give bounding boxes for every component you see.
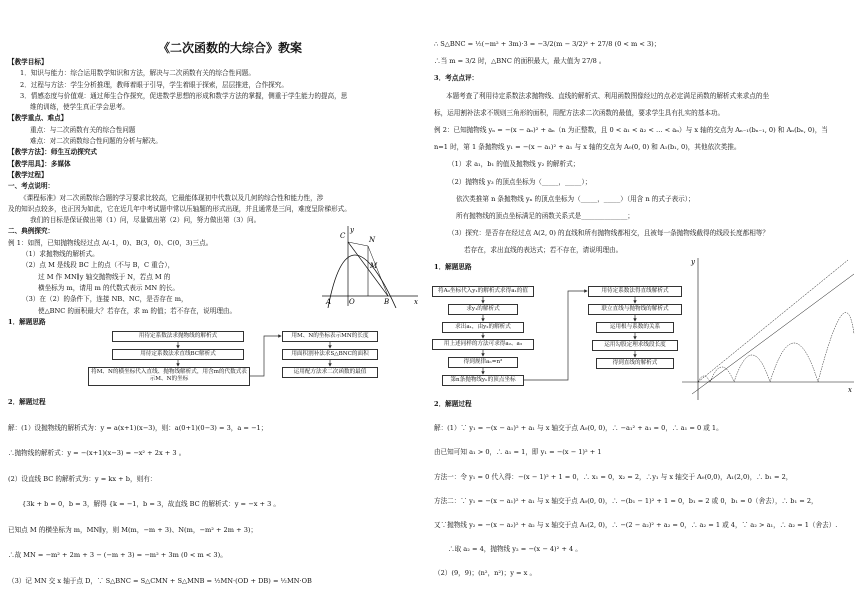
text-line: 1．知识与能力：综合运用数学知识和方法，解决与二次函数有关的综合性问题。	[20, 69, 255, 78]
label-n: N	[369, 236, 376, 244]
text-line: 【教学过程】	[8, 170, 48, 179]
flow-arrows-2	[430, 0, 690, 400]
text-line: （1）求抛物线的解析式。	[22, 250, 99, 259]
label-b: B	[384, 298, 390, 306]
text-line: 例 2：已知抛物线 yₙ = −(x − aₙ)² + aₙ（n 为正整数，且 0 < a₁ < a₂ < … < aₙ）与 x 轴的交点为 Aₙ₋₁(bₙ₋₁, 0) 和 Aₙ(bₙ, 0)，当	[434, 125, 828, 134]
flow-d4: 运用勾股定理求线段长度	[592, 340, 678, 351]
label-c: C	[340, 232, 346, 240]
label-m: M	[370, 262, 378, 270]
label-o: O	[349, 298, 355, 306]
label-x-2: x	[848, 386, 852, 394]
text-line: 【教学用具】：多媒体	[8, 159, 71, 168]
text-line: 3．考点点评：	[434, 74, 479, 83]
text-line: 又∵抛物线 y₂ = −(x − a₂)² + a₂ 与 x 轴交于点 A₁(2, 0)，∴ −(2 − a₂)² + a₂ = 0，∴ a₂ = 1 或 4，∵ a₂ > a₁，∴ a₂ = 1（舍去）.	[434, 520, 838, 529]
text-line: 【教学重点、难点】	[8, 114, 68, 123]
flow-c5: 得到规律aₙ=n²	[448, 357, 518, 368]
text-line: （2）(9，9)；(n²，n²)；y = x 。	[434, 569, 537, 578]
text-line: 难点：对二次函数综合性问题的分析与解决。	[30, 137, 162, 146]
text-line: 1．解题思路	[8, 317, 46, 326]
parabola-graph-example-1	[318, 224, 422, 308]
flow-d5: 得到直线的解析式	[596, 358, 674, 369]
text-line: 本题考查了利用待定系数法求抛物线、直线的解析式、利用函数图像经过的点必定满足函数的解析式来求点的坐	[446, 91, 770, 100]
text-line: ∴当 m = 3/2 时，△BNC 的面积最大，最大值为 27/8 。	[434, 57, 606, 66]
text-line: 例 1：如图，已知抛物线经过点 A(-1，0)、B(3，0)、C(0，3)三点。	[8, 238, 213, 247]
text-line: 2．解题过程	[434, 400, 472, 408]
text-line: 【教学目标】	[8, 58, 48, 66]
text-line: ∴故 MN = −m² + 2m + 3 − (−m + 3) = −m² + 3m (0 < m < 3)。	[8, 551, 227, 559]
flow-arrows-1	[0, 0, 430, 400]
text-line: 使△BNC 的面积最大？若存在，求 m 的值；若不存在，说明理由。	[38, 306, 237, 315]
text-line: （1）求 a₁，b₁ 的值及抛物线 y₂ 的解析式；	[448, 160, 580, 169]
text-line: 解：(1）∵ y₁ = −(x − a₁)² + a₁ 与 x 轴交于点 A₀(0, 0)，∴ −a₁² + a₁ = 0，∴ a₁ = 0 或 1。	[434, 424, 723, 433]
flow-box-6: 运用配方法求二次函数的最值	[282, 367, 378, 378]
text-line: （2）点 M 是线段 BC 上的点（不与 B，C 重合），	[22, 261, 175, 270]
text-line: 2．过程与方法：学生分析推理，教师着眼于引导，学生着眼于探索，层层推进，合作探究。	[20, 80, 288, 89]
text-line: 方法二：∵ y₁ = −(x − a₁)² + a₁ 与 x 轴交于点 A₀(0, 0)，∴ −(b₁ − 1)² + 1 = 0，b₁ = 2 或 0，b₁ = 0（舍去），∴ b₁ = 2，	[434, 496, 818, 505]
flow-c3: 求出a₁，由y₂的解析式	[442, 322, 524, 333]
text-line: （3）在（2）的条件下，连接 NB、NC，是否存在 m，	[22, 295, 188, 304]
text-line: 【教学方法】：师生互动探究式	[8, 148, 98, 157]
flow-box-4: 用M、N的坐标表示MN的长度	[282, 331, 378, 342]
text-line: （3）记 MN 交 x 轴于点 D，∵ S△BNC = S△CMN + S△MNB = ½MN·(OD + DB) = ½MN·OB	[8, 576, 312, 585]
flow-d2: 联立直线与抛物线的解析式	[588, 304, 682, 315]
flow-c6: 第n条抛物线yₙ的顶点坐标	[442, 375, 524, 386]
label-y-2: y	[691, 258, 695, 266]
flow-box-1: 用待定系数法求抛物线的解析式	[112, 331, 244, 342]
text-line: n=1 时，第 1 条抛物线 y₁ = −(x − a₁)² + a₁ 与 x 轴的交点为 A₀(0, 0) 和 A₁(b₁, 0)，其他依次类推。	[434, 143, 741, 152]
text-line: 维的训练，使学生真正学会思考。	[30, 103, 129, 112]
text-line: 二、典例探究：	[8, 227, 55, 236]
text-line: （3）探究：是否存在经过点 A(2, 0) 的直线和所有抛物线都相交，且被每一条抛物线截得的线段长度都相等？	[448, 229, 769, 238]
text-line: 已知点 M 的横坐标为 m，MN∥y，则 M(m，−m + 3)、N(m，−m² + 2m + 3)；	[8, 525, 258, 534]
text-line: 一、考点说明：	[8, 182, 55, 191]
text-line: 标，运用割补法求不规则三角形的面积，用配方法求二次函数的最值，要求学生具有扎实的基本功。	[434, 108, 725, 117]
text-line: ∴ S△BNC = ½(−m² + 3m)·3 = −3/2(m − 3/2)² + 27/8 (0 < m < 3)；	[434, 40, 661, 48]
left-solution-block	[8, 398, 428, 602]
parabola-family-graph	[678, 254, 858, 402]
text-line: 方法一：令 y₁ = 0 代入得：−(x − 1)² + 1 = 0，∴ x₁ = 0，x₂ = 2，∴y₁ 与 x 轴交于 A₀(0,0)，A₁(2,0)，∴ b₁ = 2，	[434, 472, 793, 481]
flow-box-3: 将M、N的横坐标代入直线、抛物线解析式，用含m的代数式表示M、N的坐标	[88, 367, 250, 386]
flow-c4: 用上述同样的方法可求得a₂、a₃	[432, 339, 534, 350]
text-line: {3k + b = 0，b = 3，解得 {k = −1，b = 3，故直线 BC 的解析式：y = −x + 3 。	[22, 500, 281, 508]
text-line: 由已知可知 a₁ > 0，∴ a₁ = 1，即 y₁ = −(x − 1)² + 1	[434, 448, 602, 457]
label-y: y	[350, 226, 354, 234]
label-a: A	[326, 298, 332, 306]
right-solution-block	[434, 400, 858, 594]
page-title: 《二次函数的大综合》教案	[157, 41, 302, 55]
text-line: 《课程标准》对二次函数综合题的学习要求比较高，它最能体现初中代数以及几何的综合性和能力性，涉	[20, 193, 324, 202]
text-line: 若存在，求出直线的表达式；若不存在，请说明理由。	[464, 246, 623, 255]
text-line: 过 M 作 MN∥y 轴交抛物线于 N，若点 M 的	[38, 272, 171, 281]
right-column	[430, 0, 860, 608]
text-line: （2）抛物线 y₃ 的顶点坐标为（_____，_____）；	[448, 177, 592, 186]
text-line: 2．解题过程	[8, 398, 46, 406]
text-line: 所有抛物线的顶点坐标满足的函数关系式是______________；	[456, 211, 635, 220]
flow-box-2: 用待定系数法求直线BC解析式	[112, 349, 244, 360]
flow-box-5: 用面积割补法求S△BNC的面积	[282, 349, 378, 360]
flow-d3: 运用根与系数的关系	[596, 322, 674, 333]
text-line: 解：(1）设抛物线的解析式为：y = a(x+1)(x−3)，则：a(0+1)(0−3) = 3，a = −1；	[8, 423, 268, 432]
flow-c2: 求y₁的解析式	[448, 304, 518, 315]
text-line: 我们的目标是保证做出第（1）问，尽量做出第（2）问，努力做出第（3）问。	[30, 216, 261, 225]
text-line: (2）设直线 BC 的解析式为：y = kx + b，则有：	[8, 474, 157, 483]
text-line: ∴取 a₂ = 4，抛物线 y₂ = −(x − 4)² + 4 。	[448, 545, 582, 554]
text-line: 依次类推第 n 条抛物线 yₙ 的顶点坐标为（_____，_____）（用含 n 的式子表示）；	[456, 194, 695, 203]
text-line: ∴抛物线的解析式：y = −(x+1)(x−3) = −x² + 2x + 3 。	[8, 449, 186, 457]
text-line: 3．情感态度与价值观：通过师生合作探究，促进数学思想的形成和数学方法的掌握，侧重于学生能力的提高，思	[20, 91, 348, 100]
label-x: x	[414, 298, 418, 306]
flow-c1: 将A₀坐标代入y₁的解析式求得a₁的值	[432, 286, 534, 297]
text-line: 横坐标为 m，请用 m 的代数式表示 MN 的长。	[38, 283, 180, 292]
text-line: 及的知识点较多，也正因为如此，它在近几年中考试题中常以压轴题的形式出现，并且通常是三问，难度呈阶梯形式。	[8, 204, 351, 213]
text-line: 1．解题思路	[434, 263, 472, 272]
text-line: 重点：与二次函数有关的综合性问题	[30, 125, 136, 134]
flow-d1: 用待定系数法得直线解析式	[588, 286, 682, 297]
